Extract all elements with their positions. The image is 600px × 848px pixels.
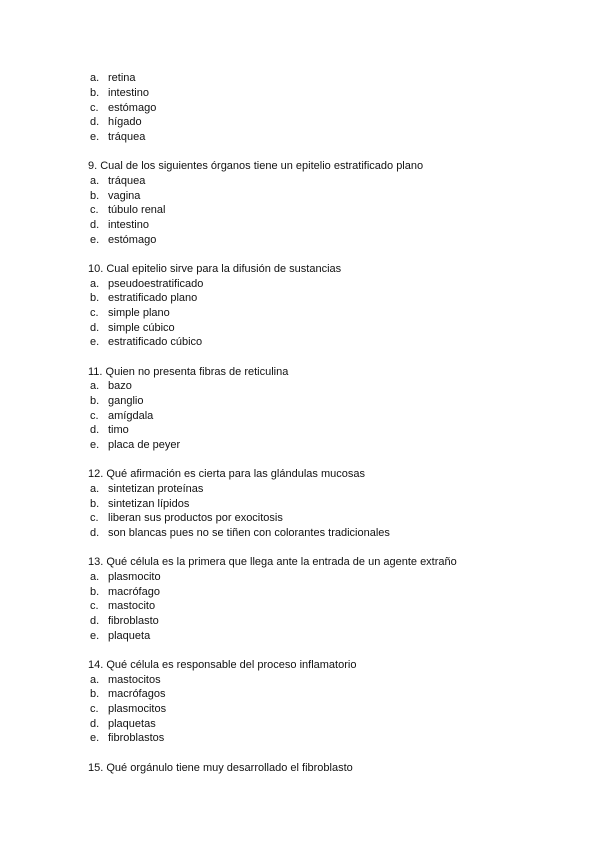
question-title: 13. Qué célula es la primera que llega ante la entrada de un agente extraño (88, 556, 457, 568)
question-title: 14. Qué célula es responsable del proceso inflamatorio (88, 659, 357, 671)
document-page: a. retina b. intestino c. estómago d. hígado e. tráquea 9. Cual de los siguientes órganos tiene un epitelio estratificado plano a. tráquea b. vagina c. túbulo renal d. intestino e. estómago 10. Cual epitelio sirve para la difusión de sustancias a. pseudoestratificado b. estratificado plano c. simple plano d. simple cúbico e. estratificado cúbico 11. Quien no presenta fibras de reticulina a. bazo b. ganglio c. amígdala d. timo e. placa de peyer 12. Qué afirmación es cierta para las glándulas mucosas a. sintetizan proteínas b. sintetizan lípidos c. liberan sus productos por exocitosis d. son blancas pues no se tiñen con colorantes tradicionales 13. Qué célula es la primera que llega ante la entrada de un agente extraño a. plasmocito b. macrófago c. mastocito d. fibroblasto e. plaqueta 14. Qué célula es responsable del proceso inflamatorio a. mastocitos b. macrófagos c. plasmocitos d. plaquetas e. fibroblastos 15. Qué orgánulo tiene muy desarrollado el fibroblasto (88, 72, 457, 774)
question-title: 11. Quien no presenta fibras de reticulina (88, 366, 289, 378)
question-title: 12. Qué afirmación es cierta para las glándulas mucosas (88, 468, 365, 480)
question-title: 10. Cual epitelio sirve para la difusión de sustancias (88, 263, 342, 275)
question-title: 15. Qué orgánulo tiene muy desarrollado el fibroblasto (88, 762, 353, 774)
question-title: 9. Cual de los siguientes órganos tiene un epitelio estratificado plano (88, 160, 424, 172)
